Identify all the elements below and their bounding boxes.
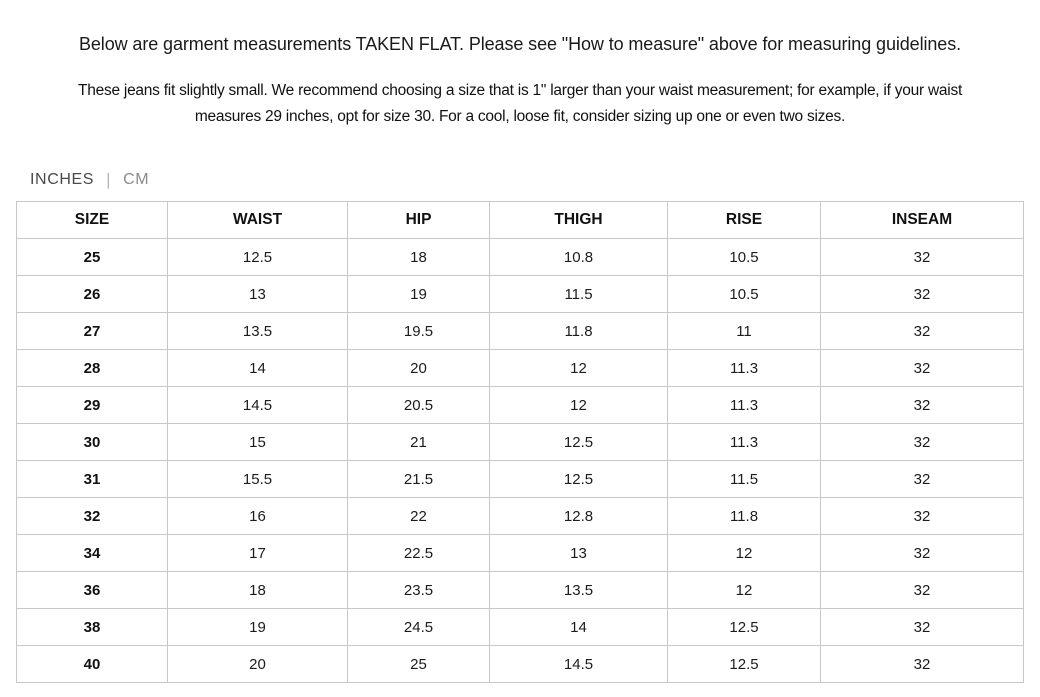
waist-cell: 13.5: [168, 313, 348, 350]
table-row: [17, 498, 1024, 535]
size-cell: 34: [17, 535, 168, 572]
rise-cell: 12: [668, 572, 821, 609]
hip-cell: 24.5: [348, 609, 490, 646]
table-row: [17, 609, 1024, 646]
rise-cell: 11.8: [668, 498, 821, 535]
rise-cell: 10.5: [668, 276, 821, 313]
hip-cell: 22: [348, 498, 490, 535]
size-cell: 38: [17, 609, 168, 646]
waist-cell: 19: [168, 609, 348, 646]
hip-cell: 20.5: [348, 387, 490, 424]
unit-toggle: [30, 170, 149, 190]
waist-cell: 13: [168, 276, 348, 313]
inseam-cell: 32: [821, 609, 1024, 646]
rise-cell: 12.5: [668, 609, 821, 646]
size-cell: 29: [17, 387, 168, 424]
inseam-cell: 32: [821, 535, 1024, 572]
thigh-cell: 13.5: [490, 572, 668, 609]
size-cell: 31: [17, 461, 168, 498]
inseam-cell: 32: [821, 313, 1024, 350]
fit-note-line-1: These jeans fit slightly small. We recommend choosing a size that is 1" larger than your waist measurement; for example, if your waist: [77, 82, 963, 99]
table-row: [17, 239, 1024, 276]
header-rise: RISE: [668, 202, 821, 239]
hip-cell: 22.5: [348, 535, 490, 572]
thigh-cell: 10.8: [490, 239, 668, 276]
table-row: [17, 535, 1024, 572]
table-row: [17, 461, 1024, 498]
rise-cell: 11.3: [668, 424, 821, 461]
thigh-cell: 12.5: [490, 461, 668, 498]
waist-cell: 15: [168, 424, 348, 461]
header-hip: HIP: [348, 202, 490, 239]
table-row: [17, 350, 1024, 387]
inseam-cell: 32: [821, 461, 1024, 498]
rise-cell: 11: [668, 313, 821, 350]
header-size: SIZE: [17, 202, 168, 239]
table-row: [17, 572, 1024, 609]
waist-cell: 14: [168, 350, 348, 387]
inseam-cell: 32: [821, 239, 1024, 276]
hip-cell: 19.5: [348, 313, 490, 350]
table-row: [17, 276, 1024, 313]
inseam-cell: 32: [821, 572, 1024, 609]
hip-cell: 18: [348, 239, 490, 276]
thigh-cell: 11.8: [490, 313, 668, 350]
waist-cell: 18: [168, 572, 348, 609]
measurement-intro-text: Below are garment measurements TAKEN FLAT. Please see "How to measure" above for measuring guidelines.: [78, 34, 961, 54]
size-cell: 40: [17, 646, 168, 683]
waist-cell: 20: [168, 646, 348, 683]
header-thigh: THIGH: [490, 202, 668, 239]
hip-cell: 19: [348, 276, 490, 313]
waist-cell: 14.5: [168, 387, 348, 424]
rise-cell: 10.5: [668, 239, 821, 276]
thigh-cell: 12.8: [490, 498, 668, 535]
table-header-row: [17, 202, 1024, 239]
inseam-cell: 32: [821, 498, 1024, 535]
thigh-cell: 14: [490, 609, 668, 646]
size-cell: 32: [17, 498, 168, 535]
hip-cell: 21.5: [348, 461, 490, 498]
table-row: [17, 387, 1024, 424]
inseam-cell: 32: [821, 387, 1024, 424]
inseam-cell: 32: [821, 350, 1024, 387]
inseam-cell: 32: [821, 276, 1024, 313]
thigh-cell: 11.5: [490, 276, 668, 313]
unit-separator: |: [106, 170, 112, 189]
size-cell: 30: [17, 424, 168, 461]
unit-cm-option[interactable]: CM: [123, 171, 150, 188]
size-chart-table: [16, 201, 1024, 683]
size-cell: 28: [17, 350, 168, 387]
rise-cell: 11.3: [668, 387, 821, 424]
rise-cell: 11.5: [668, 461, 821, 498]
table-row: [17, 424, 1024, 461]
rise-cell: 11.3: [668, 350, 821, 387]
thigh-cell: 13: [490, 535, 668, 572]
table-row: [17, 646, 1024, 683]
size-cell: 27: [17, 313, 168, 350]
thigh-cell: 14.5: [490, 646, 668, 683]
thigh-cell: 12: [490, 350, 668, 387]
fit-note: [40, 78, 1000, 130]
waist-cell: 17: [168, 535, 348, 572]
size-cell: 36: [17, 572, 168, 609]
rise-cell: 12: [668, 535, 821, 572]
thigh-cell: 12.5: [490, 424, 668, 461]
rise-cell: 12.5: [668, 646, 821, 683]
hip-cell: 25: [348, 646, 490, 683]
waist-cell: 16: [168, 498, 348, 535]
table-row: [17, 313, 1024, 350]
header-inseam: INSEAM: [821, 202, 1024, 239]
size-cell: 26: [17, 276, 168, 313]
unit-inches-option[interactable]: INCHES: [30, 171, 95, 188]
hip-cell: 23.5: [348, 572, 490, 609]
table-body: [17, 239, 1024, 683]
header-waist: WAIST: [168, 202, 348, 239]
fit-note-line-2: measures 29 inches, opt for size 30. For a cool, loose fit, consider sizing up one or even two sizes.: [194, 108, 846, 125]
inseam-cell: 32: [821, 424, 1024, 461]
size-cell: 25: [17, 239, 168, 276]
thigh-cell: 12: [490, 387, 668, 424]
inseam-cell: 32: [821, 646, 1024, 683]
waist-cell: 15.5: [168, 461, 348, 498]
waist-cell: 12.5: [168, 239, 348, 276]
hip-cell: 20: [348, 350, 490, 387]
hip-cell: 21: [348, 424, 490, 461]
